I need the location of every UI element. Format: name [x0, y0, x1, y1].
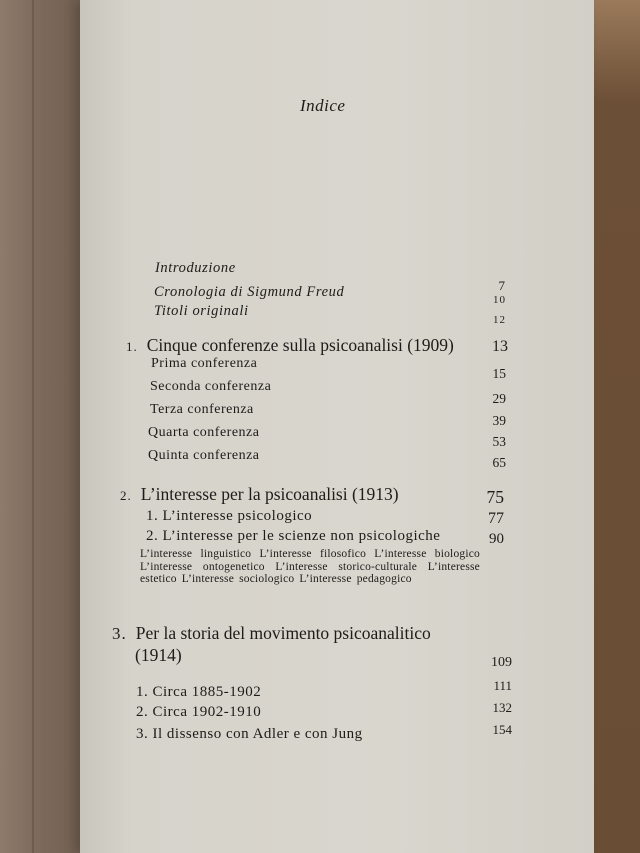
- toc-page-number: 132: [492, 700, 512, 715]
- toc-page-number: 65: [492, 455, 506, 470]
- toc-subtopics-paragraph: [140, 548, 480, 586]
- toc-page-number: 154: [492, 722, 512, 737]
- toc-section: Prima conferenza: [151, 356, 258, 371]
- toc-section: 1. L’interesse psicologico: [146, 508, 313, 524]
- adjacent-pages-edge: [0, 0, 92, 853]
- toc-section: Quinta conferenza: [148, 448, 260, 463]
- toc-page-number: 111: [493, 678, 512, 693]
- chapter-title: Cinque conferenze sulla psicoanalisi (1909): [146, 335, 454, 355]
- toc-chapter-2: [120, 484, 399, 505]
- chapter-title-line1: Per la storia del movimento psicoanalitico: [135, 623, 431, 643]
- toc-page-number: 12: [493, 314, 506, 326]
- toc-section: Quarta conferenza: [148, 425, 260, 440]
- chapter-number: 3.: [112, 624, 127, 643]
- toc-page-number: 29: [492, 391, 506, 406]
- toc-entry-cronologia: Cronologia di Sigmund Freud: [154, 284, 345, 300]
- chapter-title: L’interesse per la psicoanalisi (1913): [140, 484, 399, 504]
- page-title: Indice: [300, 96, 346, 115]
- toc-section: 2. Circa 1902-1910: [136, 704, 262, 720]
- toc-entry-titoli-originali: Titoli originali: [154, 303, 249, 319]
- toc-page-number: 75: [486, 487, 504, 507]
- toc-section: Seconda conferenza: [150, 379, 272, 394]
- toc-page-number: 109: [491, 655, 512, 670]
- toc-page-number: 39: [492, 413, 506, 428]
- toc-chapter-3-line2: (1914): [135, 645, 182, 665]
- toc-section: 1. Circa 1885-1902: [136, 684, 262, 700]
- toc-page-number: 53: [492, 434, 506, 449]
- chapter-number: 2.: [120, 488, 132, 503]
- toc-chapter-3: [112, 623, 431, 644]
- toc-page-number: 13: [492, 338, 508, 355]
- chapter-number: 1.: [126, 339, 138, 354]
- toc-entry-introduzione: Introduzione: [155, 260, 236, 276]
- toc-page-number: 90: [489, 531, 504, 547]
- toc-page-number: 10: [493, 294, 506, 306]
- toc-page-number: 7: [498, 278, 506, 293]
- toc-page-number: 15: [492, 366, 506, 381]
- toc-page-number: 77: [488, 510, 504, 527]
- toc-section: Terza conferenza: [150, 402, 254, 417]
- toc-section: 2. L’interesse per le scienze non psicologiche: [146, 528, 441, 544]
- subtopics-text: L’interesse linguistico L’interesse filosofico L’interesse biologico L’interesse ontogenetico L’interesse storico-culturale L’interesse estetico L’interesse sociologico L’interesse pedagogico: [140, 548, 480, 585]
- toc-chapter-1: [126, 335, 454, 356]
- toc-section: 3. Il dissenso con Adler e con Jung: [136, 726, 363, 742]
